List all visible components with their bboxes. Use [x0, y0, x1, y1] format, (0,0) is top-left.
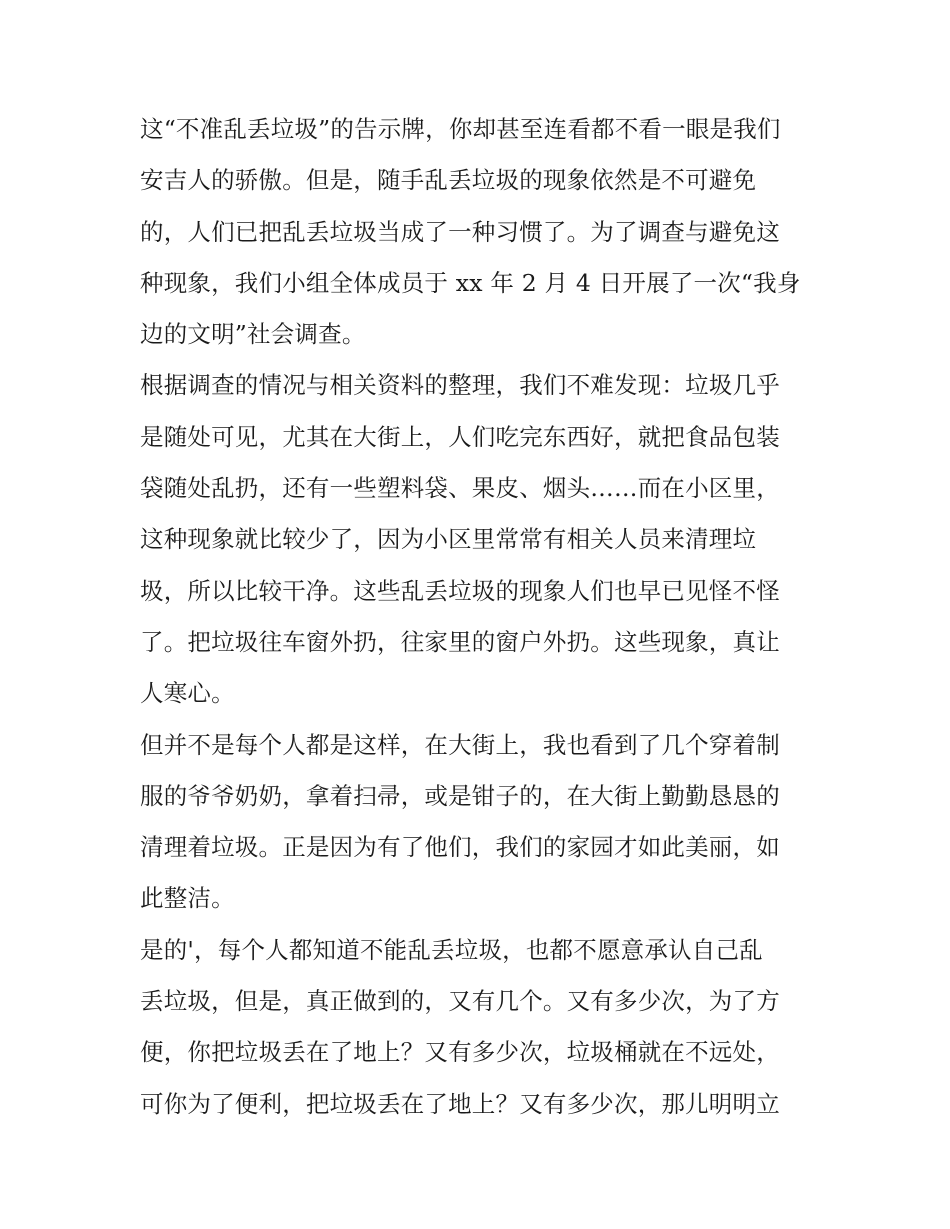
text-line: 清理着垃圾。正是因为有了他们，我们的家园才如此美丽，如 [140, 833, 780, 862]
text-line: 圾，所以比较干净。这些乱丢垃圾的现象人们也早已见怪不怪 [140, 576, 780, 605]
body-text [140, 104, 820, 1130]
text-line: 人寒心。 [140, 679, 235, 708]
text-line: 丢垃圾，但是，真正做到的，又有几个。又有多少次，为了方 [140, 987, 780, 1016]
text-line: 这种现象就比较少了，因为小区里常常有相关人员来清理垃 [140, 525, 757, 554]
text-line: 可你为了便利，把垃圾丢在了地上？又有多少次，那儿明明立 [140, 1089, 780, 1118]
text-line: 此整洁。 [140, 884, 235, 913]
text-line: 服的爷爷奶奶，拿着扫帚，或是钳子的，在大街上勤勤恳恳的 [140, 781, 780, 810]
text-line: 是的'，每个人都知道不能乱丢垃圾，也都不愿意承认自己乱 [140, 935, 763, 964]
text-line: 但并不是每个人都是这样，在大街上，我也看到了几个穿着制 [140, 730, 780, 759]
text-line: 根据调查的情况与相关资料的整理，我们不难发现：垃圾几乎 [140, 371, 780, 400]
text-line: 的，人们已把乱丢垃圾当成了一种习惯了。为了调查与避免这 [140, 217, 780, 246]
text-line: 了。把垃圾往车窗外扔，往家里的窗户外扔。这些现象，真让 [140, 627, 780, 656]
text-line: 种现象，我们小组全体成员于 xx 年 2 月 4 日开展了一次“我身 [140, 268, 801, 297]
text-line: 这“不准乱丢垃圾”的告示牌，你却甚至连看都不看一眼是我们 [140, 115, 781, 143]
text-line: 袋随处乱扔，还有一些塑料袋、果皮、烟头……而在小区里， [140, 474, 780, 503]
text-line: 边的文明”社会调查。 [140, 320, 366, 349]
text-line: 是随处可见，尤其在大街上，人们吃完东西好，就把食品包装 [140, 422, 780, 451]
text-line: 安吉人的骄傲。但是，随手乱丢垃圾的现象依然是不可避免 [140, 166, 757, 195]
text-line: 便，你把垃圾丢在了地上？又有多少次，垃圾桶就在不远处， [140, 1038, 780, 1067]
